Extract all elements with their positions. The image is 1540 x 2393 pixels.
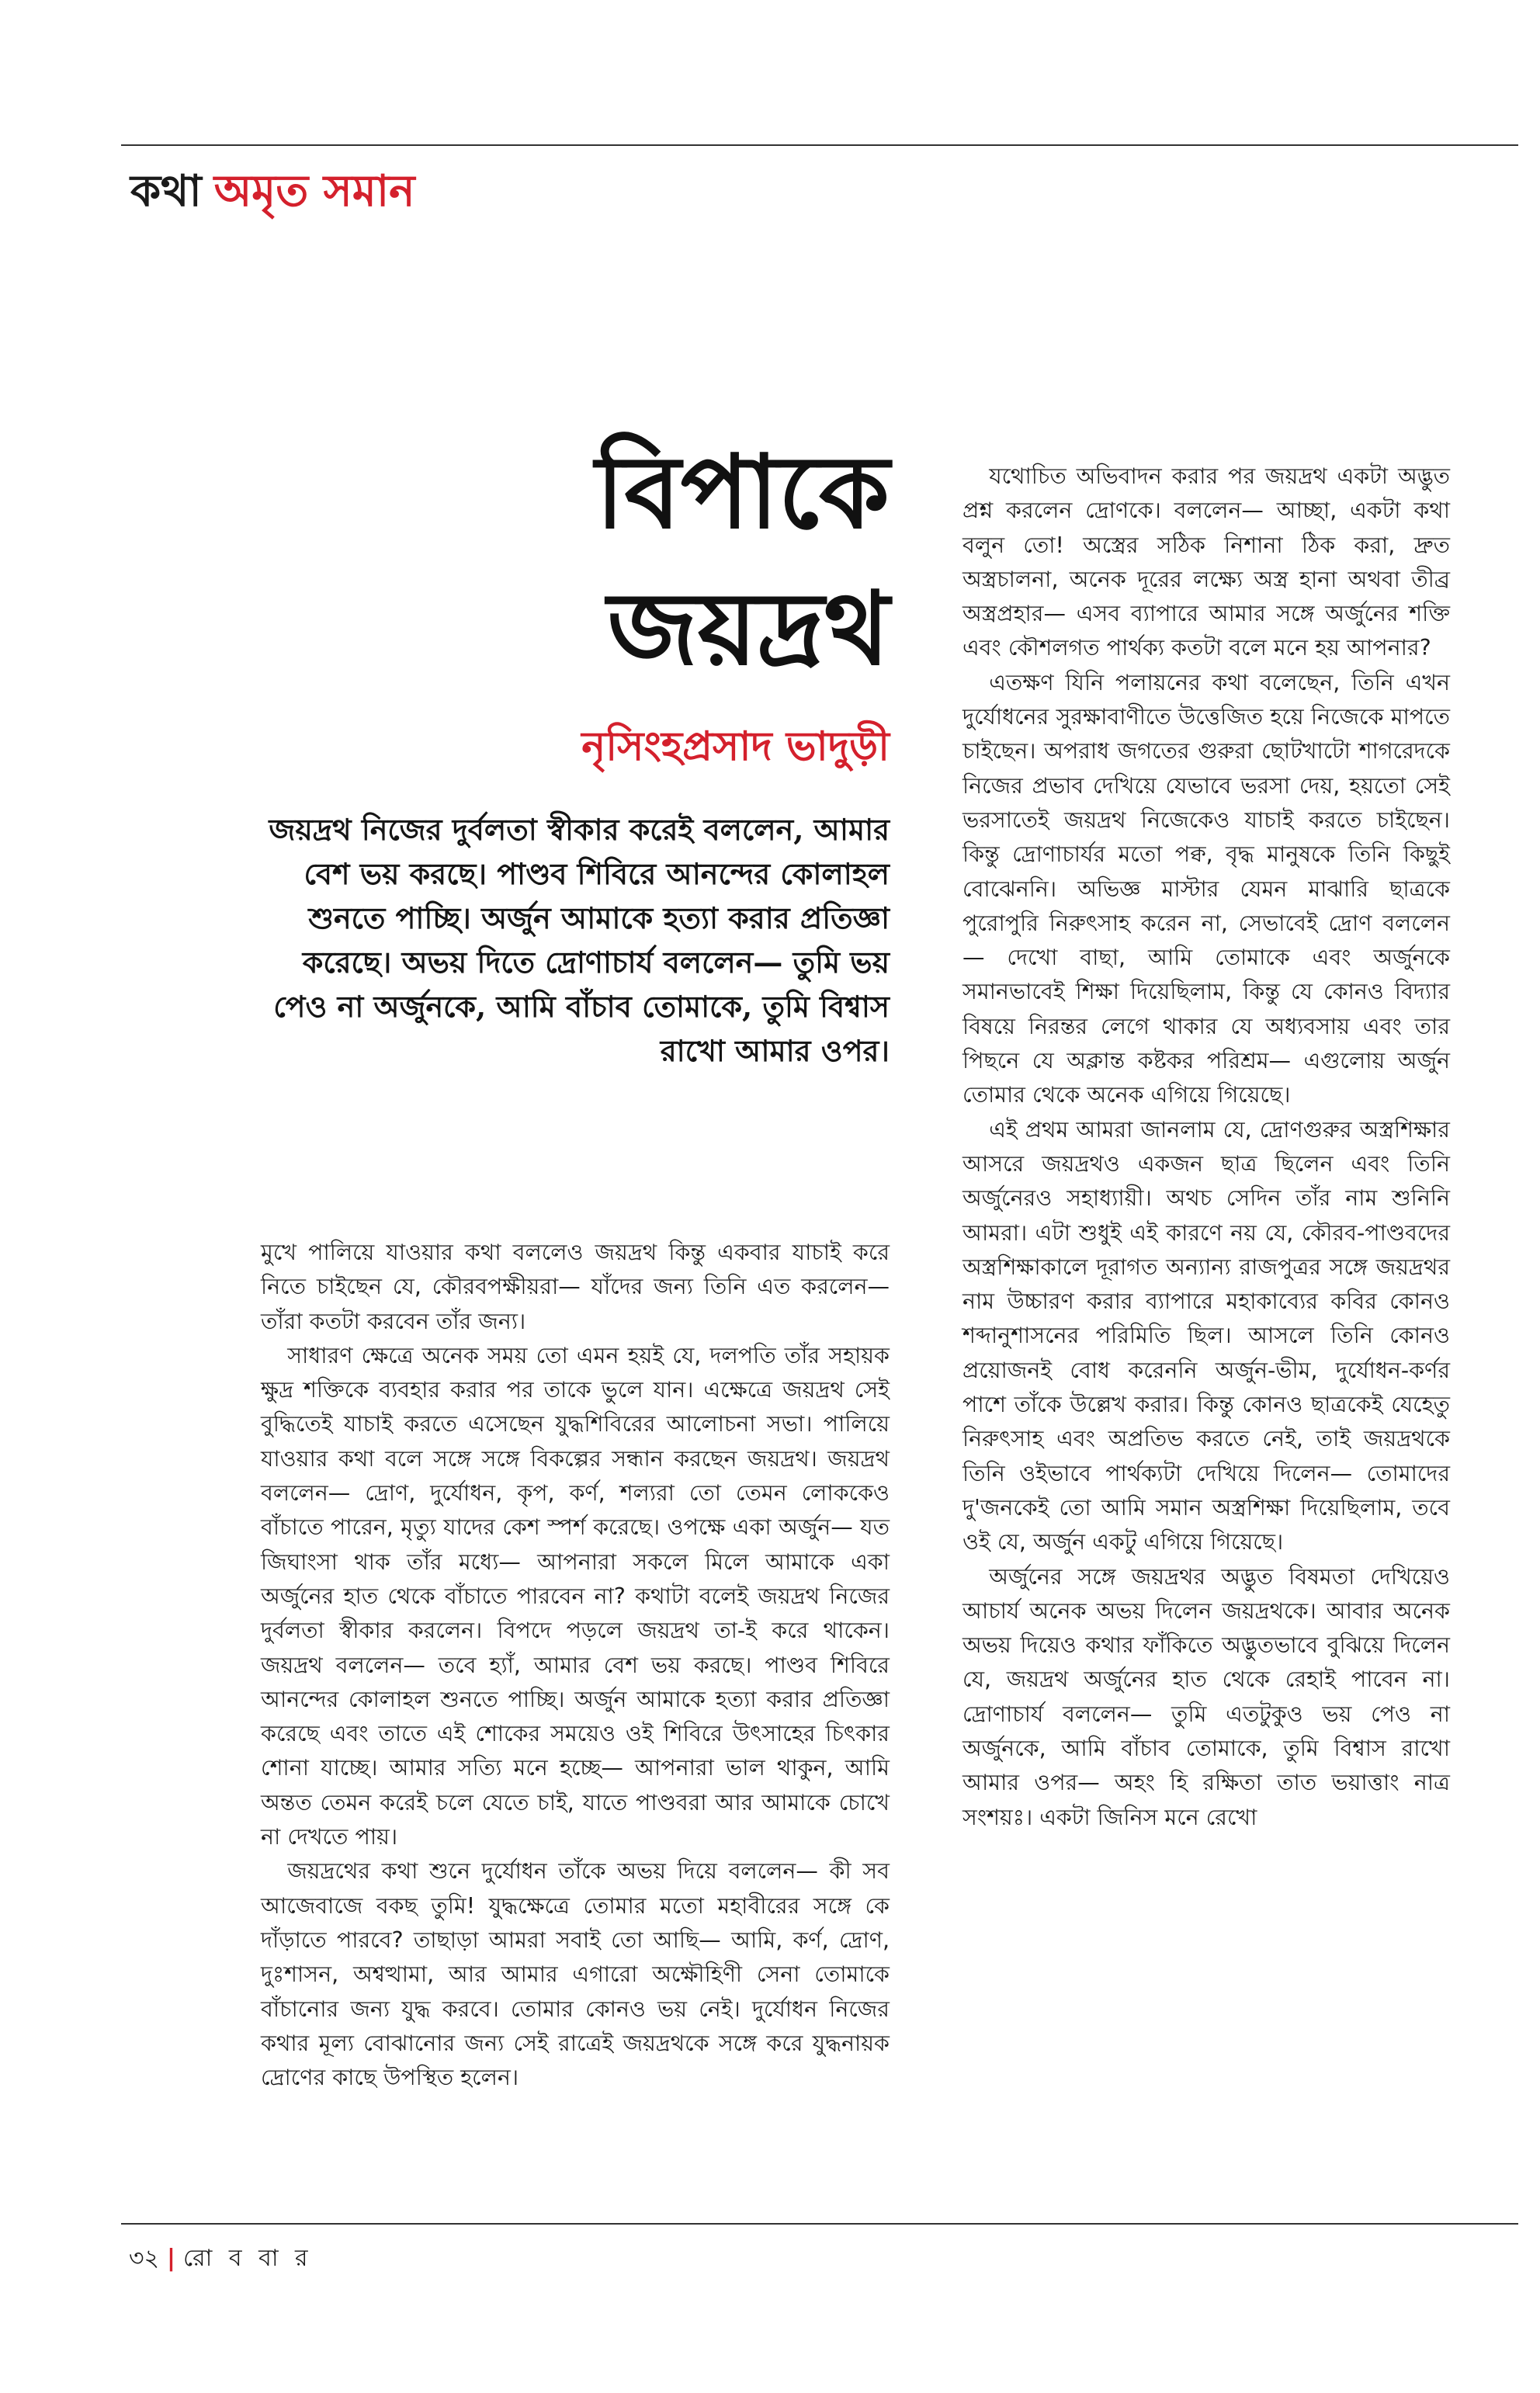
body-paragraph: মুখে পালিয়ে যাওয়ার কথা বললেও জয়দ্রথ কিন্তু একবার যাচাই করে নিতে চাইছেন যে, কৌরবপক্ষীয়রা— যাঁদের জন্য তিনি এত করলেন— তাঁরা কতটা করবেন তাঁর জন্য।	[261, 1240, 890, 1334]
top-rule	[121, 144, 1518, 146]
body-paragraph: যথোচিত অভিবাদন করার পর জয়দ্রথ একটা অদ্ভুত প্রশ্ন করলেন দ্রোণকে। বললেন— আচ্ছা, একটা কথা বলুন তো! অস্ত্রের সঠিক নিশানা ঠিক করা, দ্রুত অস্ত্রচালনা, অনেক দূরের লক্ষ্যে অস্ত্র হানা অথবা তীব্র অস্ত্রপ্রহার— এসব ব্যাপারে আমার সঙ্গে অর্জুনের শক্তি এবং কৌশলগত পার্থক্য কতটা বলে মনে হয় আপনার?	[962, 463, 1450, 661]
headline-line: বিপাকে	[595, 432, 890, 551]
body-paragraph: এতক্ষণ যিনি পলায়নের কথা বলেছেন, তিনি এখন দুর্যোধনের সুরক্ষাবাণীতে উত্তেজিত হয়ে নিজেকে মাপতে চাইছেন। অপরাধ জগতের গুরুরা ছোটখাটো শাগরেদকে নিজের প্রভাব দেখিয়ে যেভাবে ভরসা দেয়, হয়তো সেই ভরসাতেই জয়দ্রথ নিজেকেও যাচাই করতে চাইছেন। কিন্তু দ্রোণাচার্যর মতো পক্ব, বৃদ্ধ মানুষকে তিনি কিছুই বোঝেননি। অভিজ্ঞ মাস্টার যেমন মাঝারি ছাত্রকে পুরোপুরি নিরুৎসাহ করেন না, সেভাবেই দ্রোণ বললেন— দেখো বাছা, আমি তোমাকে এবং অর্জুনকে সমানভাবেই শিক্ষা দিয়েছিলাম, কিন্তু যে কোনও বিদ্যার বিষয়ে নিরন্তর লেগে থাকার যে অধ্যবসায় এবং তার পিছনে যে অক্লান্ত কষ্টকর পরিশ্রম— এগুলোয় অর্জুন তোমার থেকে অনেক এগিয়ে গিয়েছে।	[962, 669, 1450, 1108]
author-byline: নৃসিংহপ্রসাদ ভাদুড়ী	[581, 723, 890, 770]
body-paragraph: সাধারণ ক্ষেত্রে অনেক সময় তো এমন হয়ই যে, দলপতি তাঁর সহায়ক ক্ষুদ্র শক্তিকে ব্যবহার করার পর তাকে ভুলে যান। এক্ষেত্রে জয়দ্রথ সেই বুদ্ধিতেই যাচাই করতে এসেছেন যুদ্ধশিবিরের আলোচনা সভা। পালিয়ে যাওয়ার কথা বলে সঙ্গে সঙ্গে বিকল্পের সন্ধান করছেন জয়দ্রথ। জয়দ্রথ বললেন— দ্রোণ, দুর্যোধন, কৃপ, কর্ণ, শল্যরা তো তেমন লোককেও বাঁচাতে পারেন, মৃত্যু যাদের কেশ স্পর্শ করেছে। ওপক্ষে একা অর্জুন— যত জিঘাংসা থাক তাঁর মধ্যে— আপনারা সকলে মিলে আমাকে একা অর্জুনের হাত থেকে বাঁচাতে পারবেন না? কথাটা বলেই জয়দ্রথ নিজের দুর্বলতা স্বীকার করলেন। বিপদে পড়লে জয়দ্রথ তা-ই করে থাকেন। জয়দ্রথ বললেন— তবে হ্যাঁ, আমার বেশ ভয় করছে। পাণ্ডব শিবিরে আনন্দের কোলাহল শুনতে পাচ্ছি। অর্জুন আমাকে হত্যা করার প্রতিজ্ঞা করেছে এবং তাতে এই শোকের সময়েও ওই শিবিরে উৎসাহের চিৎকার শোনা যাচ্ছে। আমার সত্যি মনে হচ্ছে— আপনারা ভাল থাকুন, আমি অন্তত তেমন করেই চলে যেতে চাই, যাতে পাণ্ডবরা আর আমাকে চোখে না দেখতে পায়।	[261, 1342, 890, 1850]
section-title-accent: অমৃত সমান	[213, 165, 415, 217]
body-paragraph: অর্জুনের সঙ্গে জয়দ্রথর অদ্ভুত বিষমতা দেখিয়েও আচার্য অনেক অভয় দিলেন জয়দ্রথকে। আবার অনেক অভয় দিয়েও কথার ফাঁকিতে অদ্ভুতভাবে বুঝিয়ে দিলেন যে, জয়দ্রথ অর্জুনের হাত থেকে রেহাই পাবেন না। দ্রোণাচার্য বললেন— তুমি এতটুকুও ভয় পেও না অর্জুনকে, আমি বাঁচাব তোমাকে, তুমি বিশ্বাস রাখো আমার ওপর— অহং হি রক্ষিতা তাত ভয়াত্তাং নাত্র সংশয়ঃ। একটা জিনিস মনে রেখো	[962, 1563, 1450, 1830]
body-column-left	[261, 1236, 890, 2095]
lead-quote: জয়দ্রথ নিজের দুর্বলতা স্বীকার করেই বললেন, আমার বেশ ভয় করছে। পাণ্ডব শিবিরে আনন্দের কোলাহল শুনতে পাচ্ছি। অর্জুন আমাকে হত্যা করার প্রতিজ্ঞা করেছে। অভয় দিতে দ্রোণাচার্য বললেন— তুমি ভয় পেও না অর্জুনকে, আমি বাঁচাব তোমাকে, তুমি বিশ্বাস রাখো আমার ওপর।	[269, 812, 890, 1068]
page-number: ৩২	[129, 2245, 160, 2272]
article-headline	[481, 424, 890, 697]
headline-line: জয়দ্রথ	[607, 569, 890, 688]
footer-separator: |	[167, 2245, 175, 2272]
magazine-name: রো ব বা র	[182, 2245, 313, 2272]
page-footer	[129, 2243, 313, 2274]
body-paragraph: এই প্রথম আমরা জানলাম যে, দ্রোণগুরুর অস্ত্রশিক্ষার আসরে জয়দ্রথও একজন ছাত্র ছিলেন এবং তিনি অর্জুনেরও সহাধ্যায়ী। অথচ সেদিন তাঁর নাম শুনিনি আমরা। এটা শুধুই এই কারণে নয় যে, কৌরব-পাণ্ডবদের অস্ত্রশিক্ষাকালে দূরাগত অন্যান্য রাজপুত্রর সঙ্গে জয়দ্রথর নাম উচ্চারণ করার ব্যাপারে মহাকাব্যের কবির কোনও শব্দানুশাসনের পরিমিতি ছিল। আসলে তিনি কোনও প্রয়োজনই বোধ করেননি অর্জুন-ভীম, দুর্যোধন-কর্ণর পাশে তাঁকে উল্লেখ করার। কিন্তু কোনও ছাত্রকেই যেহেতু নিরুৎসাহ এবং অপ্রতিভ করতে নেই, তাই জয়দ্রথকে তিনি ওইভাবে পার্থক্যটা দেখিয়ে দিলেন— তোমাদের দু'জনকেই তো আমি সমান অস্ত্রশিক্ষা দিয়েছিলাম, তবে ওই যে, অর্জুন একটু এগিয়ে গিয়েছে।	[962, 1116, 1450, 1555]
body-column-right	[962, 460, 1450, 1835]
section-header	[130, 160, 415, 222]
section-title-plain: কথা	[130, 165, 202, 217]
bottom-rule	[121, 2223, 1518, 2225]
body-paragraph: জয়দ্রথের কথা শুনে দুর্যোধন তাঁকে অভয় দিয়ে বললেন— কী সব আজেবাজে বকছ তুমি! যুদ্ধক্ষেত্রে তোমার মতো মহাবীরের সঙ্গে কে দাঁড়াতে পারবে? তাছাড়া আমরা সবাই তো আছি— আমি, কর্ণ, দ্রোণ, দুঃশাসন, অশ্বত্থামা, আর আমার এগারো অক্ষৌহিণী সেনা তোমাকে বাঁচানোর জন্য যুদ্ধ করবে। তোমার কোনও ভয় নেই। দুর্যোধন নিজের কথার মূল্য বোঝানোর জন্য সেই রাত্রেই জয়দ্রথকে সঙ্গে করে যুদ্ধনায়ক দ্রোণের কাছে উপস্থিত হলেন।	[261, 1858, 890, 2091]
